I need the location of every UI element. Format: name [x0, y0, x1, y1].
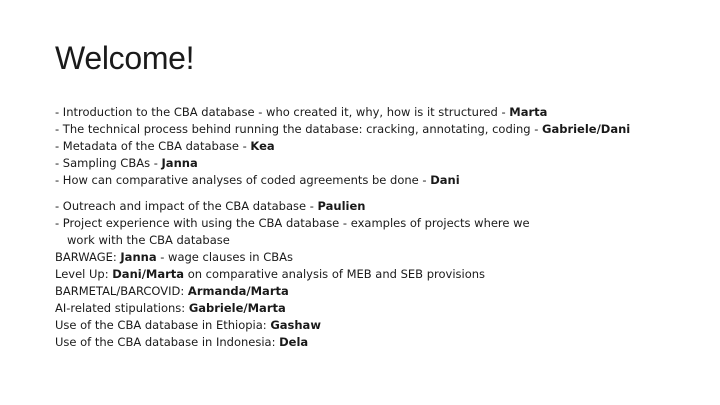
slide-title: Welcome! — [55, 40, 195, 76]
project-ethiopia — [55, 317, 695, 334]
project-label: Level Up: — [55, 267, 113, 281]
agenda-item-project-experience-continued: work with the CBA database — [67, 233, 230, 247]
project-owner: Dela — [279, 335, 309, 349]
agenda-item-comparative-analyses — [55, 172, 695, 189]
project-owner: Dani/Marta — [112, 267, 185, 281]
agenda-item-text: - Metadata of the CBA database - — [55, 139, 251, 153]
project-label: Use of the CBA database in Ethiopia: — [55, 318, 271, 332]
project-description: - wage clauses in CBAs — [156, 250, 294, 264]
project-ai-stipulations — [55, 300, 695, 317]
project-label: Use of the CBA database in Indonesia: — [55, 335, 280, 349]
project-description: on comparative analysis of MEB and SEB provisions — [184, 267, 486, 281]
section-gap — [55, 189, 695, 198]
agenda-item-text: - Introduction to the CBA database - who created it, why, how is it structured - — [55, 105, 510, 119]
slide-body — [55, 104, 695, 351]
agenda-item-outreach — [55, 198, 695, 215]
agenda-item-owner: Dani — [430, 173, 460, 187]
agenda-item-sampling — [55, 155, 695, 172]
agenda-item-owner: Janna — [161, 156, 198, 170]
agenda-item-technical-process — [55, 121, 695, 138]
project-label: BARMETAL/BARCOVID: — [55, 284, 188, 298]
project-label: BARWAGE: — [55, 250, 121, 264]
agenda-item-owner: Kea — [250, 139, 275, 153]
project-label: AI-related stipulations: — [55, 301, 189, 315]
project-owner: Gashaw — [270, 318, 321, 332]
agenda-item-project-experience: - Project experience with using the CBA database - examples of projects where we — [55, 216, 530, 230]
agenda-item-text: - How can comparative analyses of coded agreements be done - — [55, 173, 431, 187]
agenda-item-text: - The technical process behind running the database: cracking, annotating, coding - — [55, 122, 543, 136]
project-barmetal-barcovid — [55, 283, 695, 300]
agenda-item-owner: Gabriele/Dani — [542, 122, 631, 136]
agenda-item-text: - Sampling CBAs - — [55, 156, 162, 170]
project-owner: Janna — [120, 250, 157, 264]
agenda-item-metadata — [55, 138, 695, 155]
agenda-item-owner: Paulien — [317, 199, 366, 213]
project-owner: Armanda/Marta — [187, 284, 289, 298]
project-barwage — [55, 249, 695, 266]
project-owner: Gabriele/Marta — [188, 301, 286, 315]
project-level-up — [55, 266, 695, 283]
agenda-item-owner: Marta — [509, 105, 548, 119]
agenda-item-introduction — [55, 104, 695, 121]
agenda-item-text: - Outreach and impact of the CBA database - — [55, 199, 318, 213]
project-indonesia — [55, 334, 695, 351]
